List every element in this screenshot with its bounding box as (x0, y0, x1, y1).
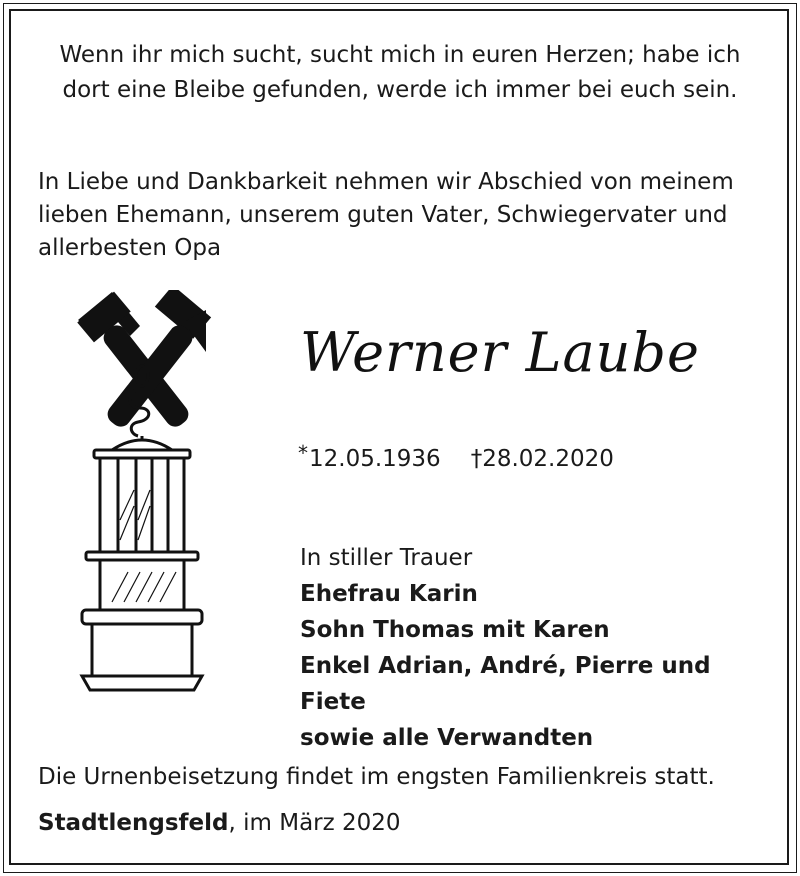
motto-line: dort eine Bleibe gefunden, werde ich immer bei euch sein. (62, 77, 738, 103)
mourner-name: Ehefrau Karin (300, 581, 478, 607)
mourner-name: Enkel Adrian, André, Pierre und Fiete (300, 653, 711, 715)
birth-symbol: * (298, 441, 308, 465)
death-symbol: † (470, 446, 483, 472)
mourner-name: sowie alle Verwandten (300, 725, 594, 751)
intro-line: lieben Ehemann, unserem guten Vater, Schwiegervater und (38, 202, 728, 228)
motto-line: Wenn ihr mich sucht, sucht mich in euren Herzen; habe ich (59, 42, 741, 68)
death-date: 28.02.2020 (482, 446, 614, 472)
place-and-date (38, 806, 401, 840)
life-dates (298, 436, 614, 476)
intro-line: allerbesten Opa (38, 235, 222, 261)
motto-quote (30, 38, 770, 108)
burial-note: Die Urnenbeisetzung findet im engsten Familienkreis statt. (38, 764, 715, 790)
mourners-block (300, 540, 770, 756)
intro-text (38, 166, 758, 265)
mourning-heading: In stiller Trauer (300, 545, 473, 571)
birth-date: 12.05.1936 (309, 446, 441, 472)
deceased-name: Werner Laube (300, 321, 700, 384)
notice-date: , im März 2020 (228, 810, 401, 836)
mourner-name: Sohn Thomas mit Karen (300, 617, 610, 643)
miners-emblem-icon (72, 290, 222, 700)
place-name: Stadtlengsfeld (38, 810, 229, 836)
intro-line: In Liebe und Dankbarkeit nehmen wir Abschied von meinem (38, 169, 734, 195)
